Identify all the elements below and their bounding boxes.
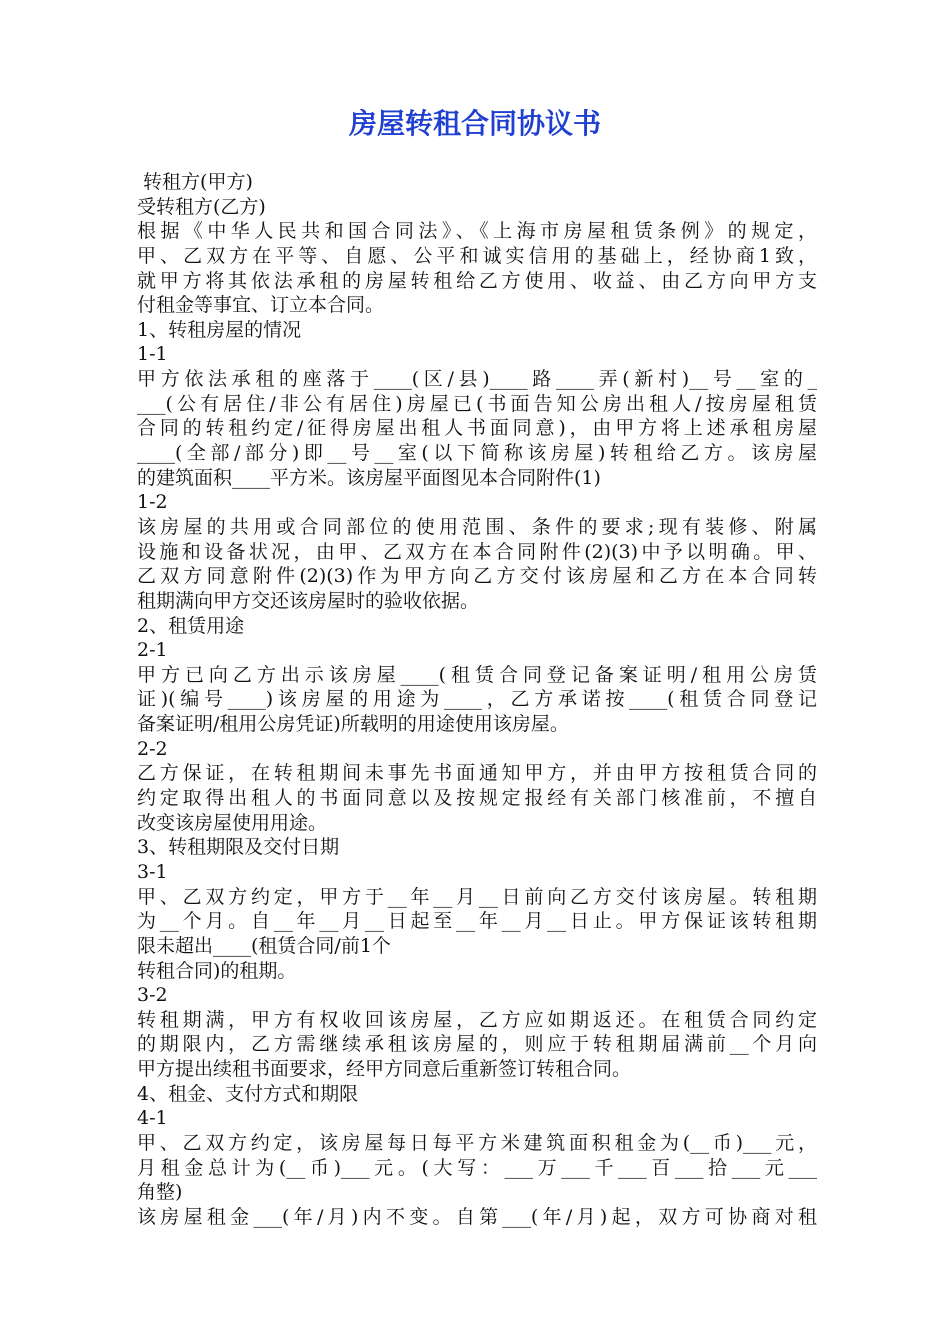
text-line: 租期满向甲方交还该房屋时的验收依据。 [137,589,480,612]
text-line: 证)(编号____)该房屋的用途为____，乙方承诺按____(租赁合同登记 [137,688,817,711]
text-line: 甲、乙双方在平等、自愿、公平和诚实信用的基础上，经协商1致， [137,244,817,267]
text-line: 转租期满，甲方有权收回该房屋，乙方应如期返还。在租赁合同约定 [137,1008,817,1031]
text-line: 甲方已向乙方出示该房屋____(租赁合同登记备案证明/租用公房赁 [137,663,817,686]
section-heading: 4、租金、支付方式和期限 [137,1082,359,1105]
clause-number: 1-1 [137,343,168,366]
text-line: 转租合同)的租期。 [137,959,297,982]
text-line: 为__个月。自__年__月__日起至__年__月__日止。甲方保证该转租期 [137,910,817,933]
text-line: 的建筑面积____平方米。该房屋平面图见本合同附件(1) [137,466,601,489]
text-line: ___(公有居住/非公有居住)房屋已(书面告知公房出租人/按房屋租赁 [137,392,817,415]
clause-number: 4-1 [137,1107,168,1130]
text-line: 限未超出____(租赁合同/前1个 [137,934,391,957]
section-heading: 2、租赁用途 [137,614,245,637]
text-line: ____(全部/部分)即__号__室(以下简称该房屋)转租给乙方。该房屋 [137,442,817,465]
text-line: 乙方保证，在转租期间未事先书面通知甲方，并由甲方按租赁合同的 [137,762,817,785]
text-line: 设施和设备状况，由甲、乙双方在本合同附件(2)(3)中予以明确。甲、 [137,540,817,563]
clause-number: 3-1 [137,860,168,883]
text-line: 就甲方将其依法承租的房屋转租给乙方使用、收益、由乙方向甲方支 [137,269,817,292]
text-line: 转租方(甲方) [137,171,253,193]
section-heading: 3、转租期限及交付日期 [137,836,340,859]
text-line: 甲方依法承租的座落于____(区/县)____路____弄(新村)__号__室的_ [137,368,817,391]
text-line: 合同的转租约定/征得房屋出租人书面同意)，由甲方将上述承租房屋 [137,417,817,440]
text-line: 受转租方(乙方) [137,195,266,218]
section-heading: 1、转租房屋的情况 [137,318,302,341]
text-line: 的期限内，乙方需继续承租该房屋的，则应于转租期届满前__个月向 [137,1033,817,1056]
text-line: 约定取得出租人的书面同意以及按规定报经有关部门核准前，不擅自 [137,787,817,810]
text-line: 该房屋租金___(年/月)内不变。自第___(年/月)起，双方可协商对租 [137,1205,817,1228]
document-title: 房屋转租合同协议书 [348,107,601,140]
text-line: 付租金等事宜、订立本合同。 [137,294,385,317]
clause-number: 3-2 [137,984,168,1007]
text-line: 甲、乙双方约定，该房屋每日每平方米建筑面积租金为(__币)___元， [137,1131,817,1154]
text-line: 乙双方同意附件(2)(3)作为甲方向乙方交付该房屋和乙方在本合同转 [137,565,817,588]
text-line: 甲、乙双方约定，甲方于__年__月__日前向乙方交付该房屋。转租期 [137,885,817,908]
text-line: 改变该房屋使用用途。 [137,811,328,834]
text-line: 该房屋的共用或合同部位的使用范围、条件的要求;现有装修、附属 [137,515,817,538]
text-line: 角整) [137,1181,183,1204]
text-line: 甲方提出续租书面要求，经甲方同意后重新签订转租合同。 [137,1058,632,1081]
text-line: 月租金总计为(__币)___元。(大写：___万___千___百___拾___元___ [137,1156,817,1179]
clause-number: 2-2 [137,737,168,760]
clause-number: 1-2 [137,491,168,514]
text-line: 根据《中华人民共和国合同法》、《上海市房屋租赁条例》的规定， [137,220,817,243]
clause-number: 2-1 [137,639,168,662]
document-body [137,170,817,1230]
text-line: 备案证明/租用公房凭证)所载明的用途使用该房屋。 [137,713,569,736]
